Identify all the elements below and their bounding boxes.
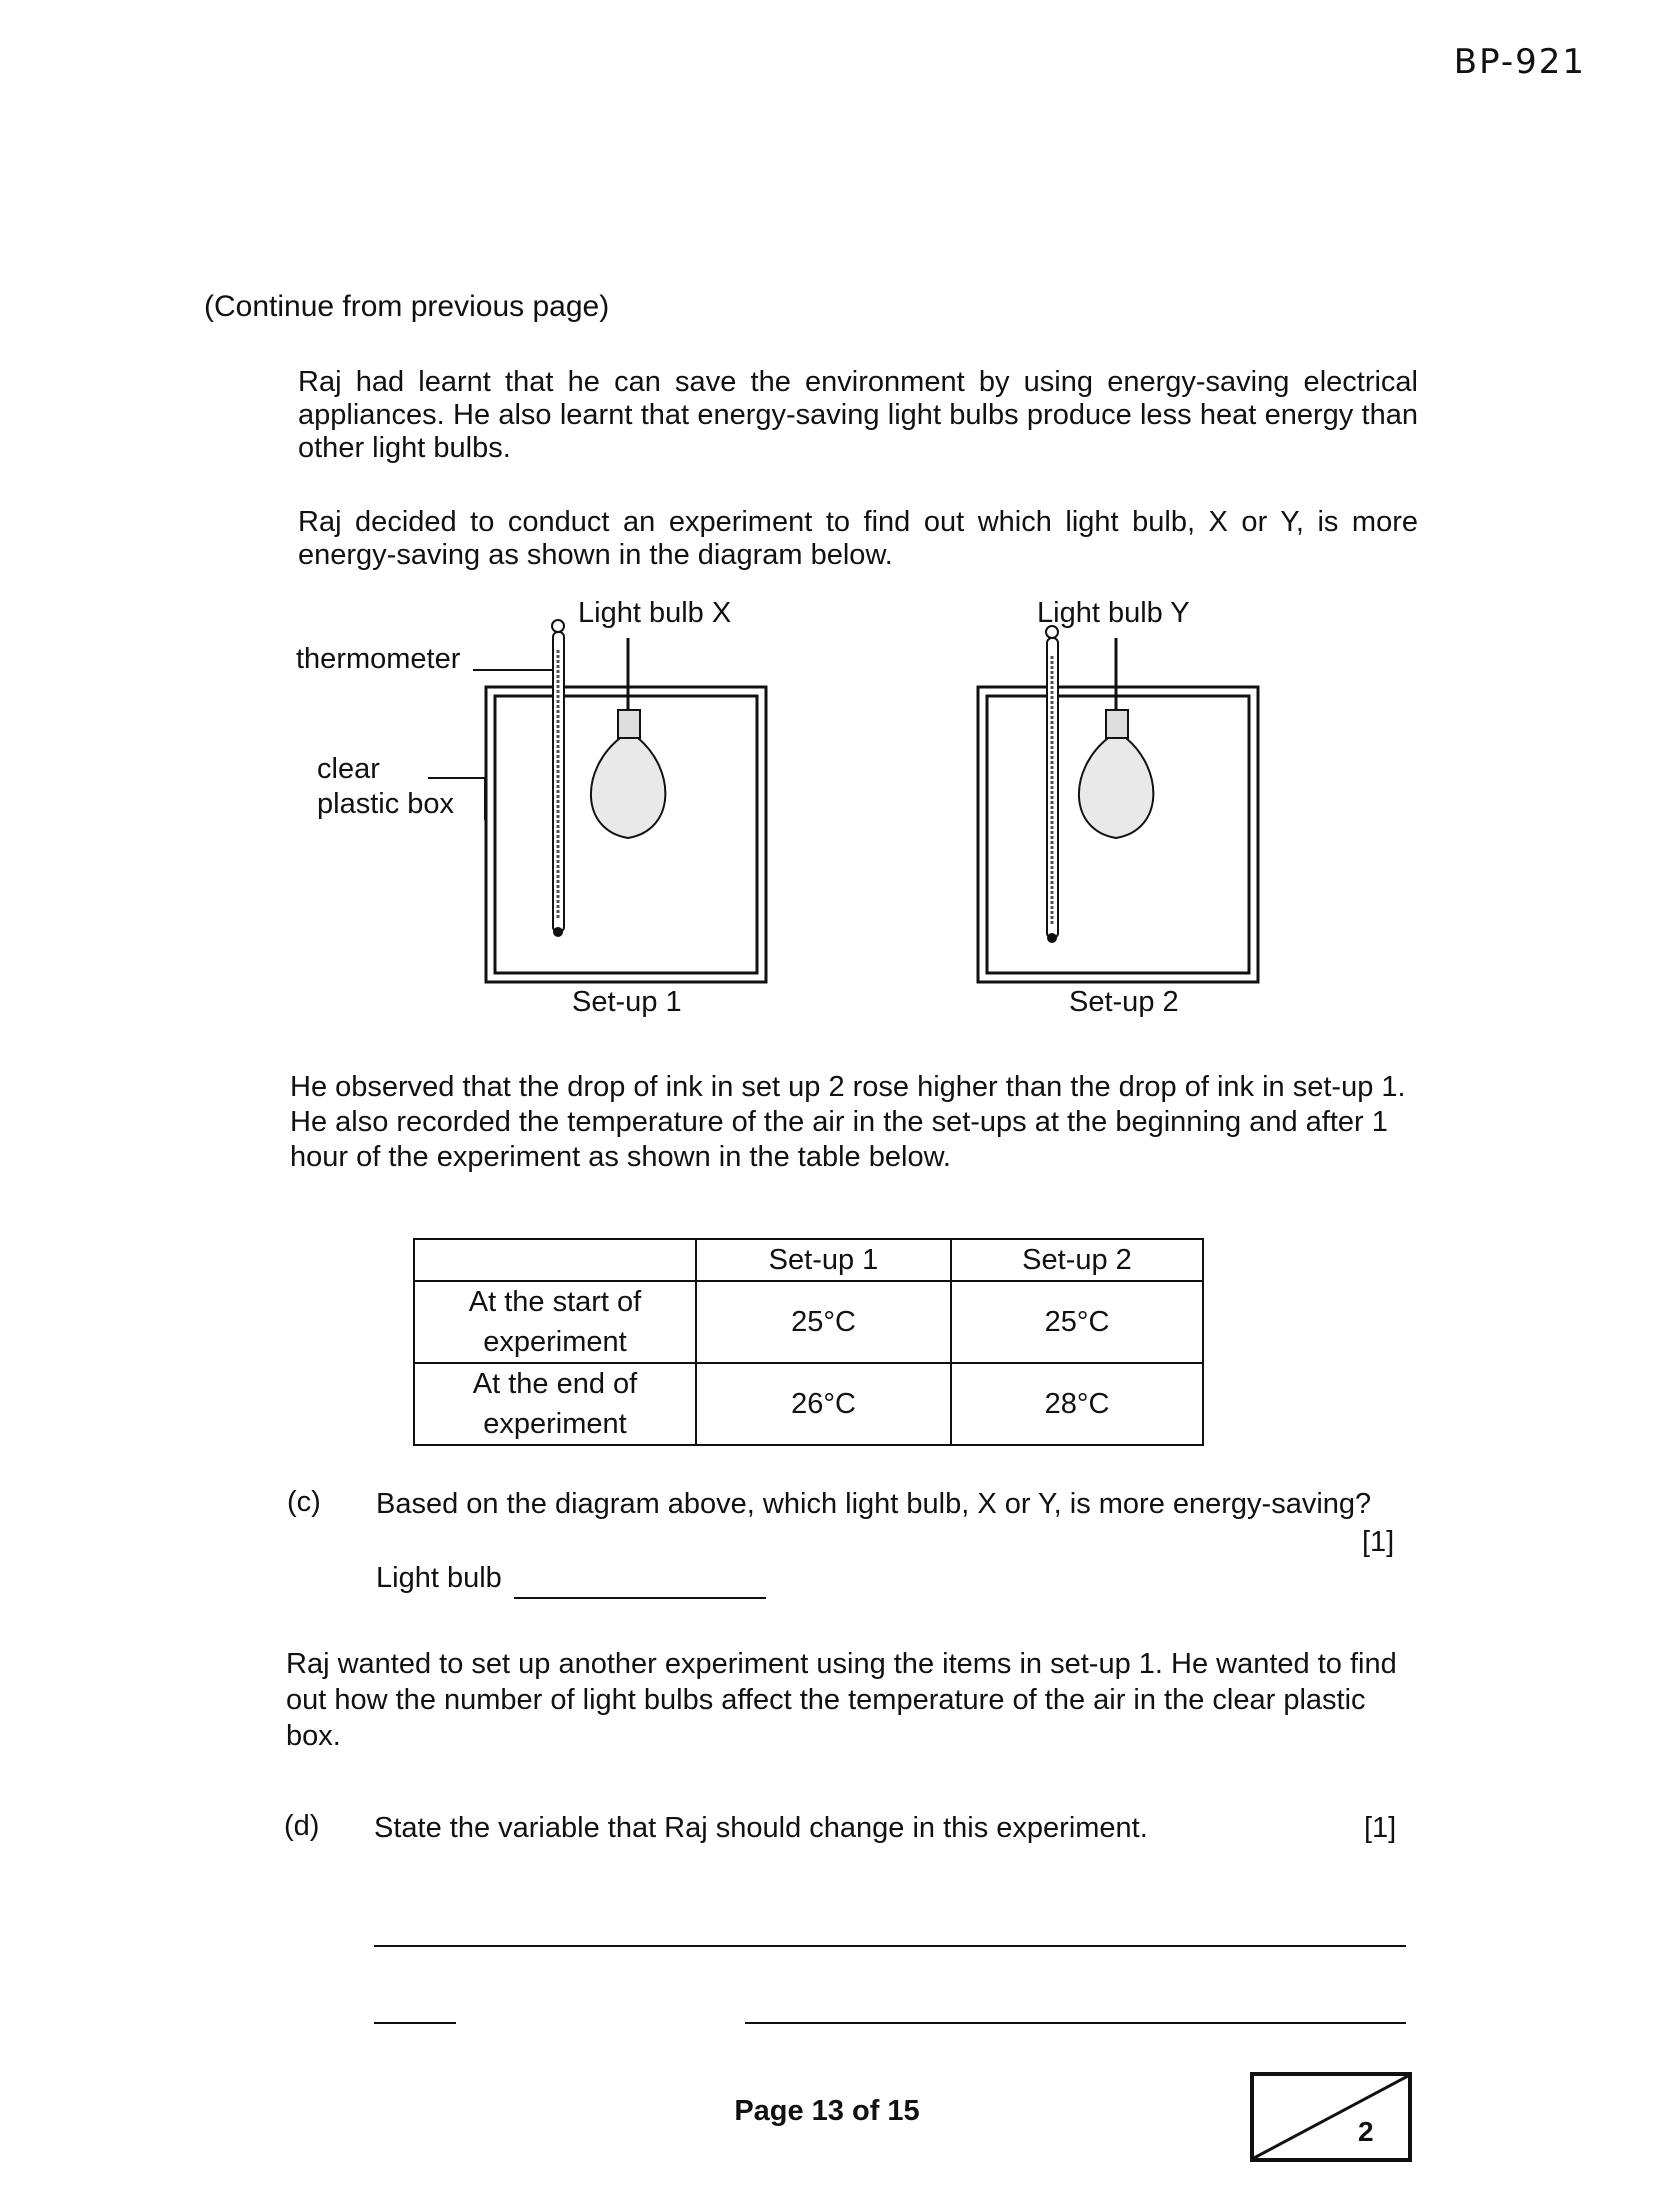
table-header-cell: Set-up 2 xyxy=(951,1239,1203,1281)
question-d-text: State the variable that Raj should change in this experiment. xyxy=(374,1812,1148,1844)
paper-code: BP-921 xyxy=(1453,42,1586,82)
continuation-note: (Continue from previous page) xyxy=(204,290,610,323)
setup-2-value: 28°C xyxy=(951,1363,1203,1445)
thermometer-1 xyxy=(552,620,564,937)
thermometer-label: thermometer xyxy=(296,643,461,675)
table-header-cell: Set-up 1 xyxy=(696,1239,951,1281)
box-label-line-2: plastic box xyxy=(317,788,455,820)
light-bulb-y xyxy=(1079,638,1153,838)
score-box-frame xyxy=(1250,2072,1412,2162)
setup-2-value: 25°C xyxy=(951,1281,1203,1363)
intro-paragraph-1: Raj had learnt that he can save the environment by using energy-saving electrical appliances. He also learnt that energy-saving light bulbs produce less heat energy than other light bulbs. xyxy=(298,366,1418,464)
answer-line-d-1[interactable] xyxy=(374,1945,1406,1947)
setup-1-value: 25°C xyxy=(696,1281,951,1363)
table-header-row xyxy=(414,1239,1203,1281)
page-number: Page 13 of 15 xyxy=(734,2095,920,2127)
intro-paragraph-2: Raj decided to conduct an experiment to find out which light bulb, X or Y, is more energy-saving as shown in the diagram below. xyxy=(298,506,1418,571)
question-c-text: Based on the diagram above, which light bulb, X or Y, is more energy-saving? xyxy=(376,1488,1372,1520)
question-c-number: (c) xyxy=(287,1486,321,1518)
score-total: 2 xyxy=(1358,2116,1374,2147)
row-label xyxy=(414,1363,696,1445)
answer-line-d-2b[interactable] xyxy=(745,2022,1406,2024)
bulb-y-label: Light bulb Y xyxy=(1037,597,1190,629)
question-c-marks: [1] xyxy=(1362,1526,1395,1558)
row-label-line: experiment xyxy=(483,1408,627,1440)
setup-1-label: Set-up 1 xyxy=(572,986,682,1018)
observation-paragraph: He observed that the drop of ink in set up 2 rose higher than the drop of ink in set-up 1. He also recorded the temperature of the air in the set-ups at the beginning and after 1 hour of the experiment as shown in the table below. xyxy=(290,1071,1406,1173)
question-d-marks: [1] xyxy=(1364,1812,1397,1844)
setup-paragraph: Raj wanted to set up another experiment using the items in set-up 1. He wanted to find out how the number of light bulbs affect the temperature of the air in the clear plastic box. xyxy=(286,1648,1397,1752)
table-row xyxy=(414,1281,1203,1363)
answer-line-c[interactable] xyxy=(514,1597,766,1599)
answer-line-d-2a[interactable] xyxy=(374,2022,456,2024)
score-box xyxy=(1250,2072,1412,2162)
row-label-line: At the start of xyxy=(468,1286,642,1318)
setup-1-value: 26°C xyxy=(696,1363,951,1445)
light-bulb-x xyxy=(591,638,665,838)
setup-2-label: Set-up 2 xyxy=(1069,986,1179,1018)
row-label-line: experiment xyxy=(483,1326,627,1358)
bulb-x-label: Light bulb X xyxy=(578,597,732,629)
row-label-line: At the end of xyxy=(472,1368,638,1400)
table-header-cell xyxy=(414,1239,696,1281)
thermometer-2 xyxy=(1046,626,1058,943)
row-label xyxy=(414,1281,696,1363)
temperature-table xyxy=(413,1238,1204,1446)
answer-prefix: Light bulb xyxy=(376,1562,502,1594)
question-d-number: (d) xyxy=(284,1810,320,1842)
table-row xyxy=(414,1363,1203,1445)
box-label-line-1: clear xyxy=(317,753,380,785)
